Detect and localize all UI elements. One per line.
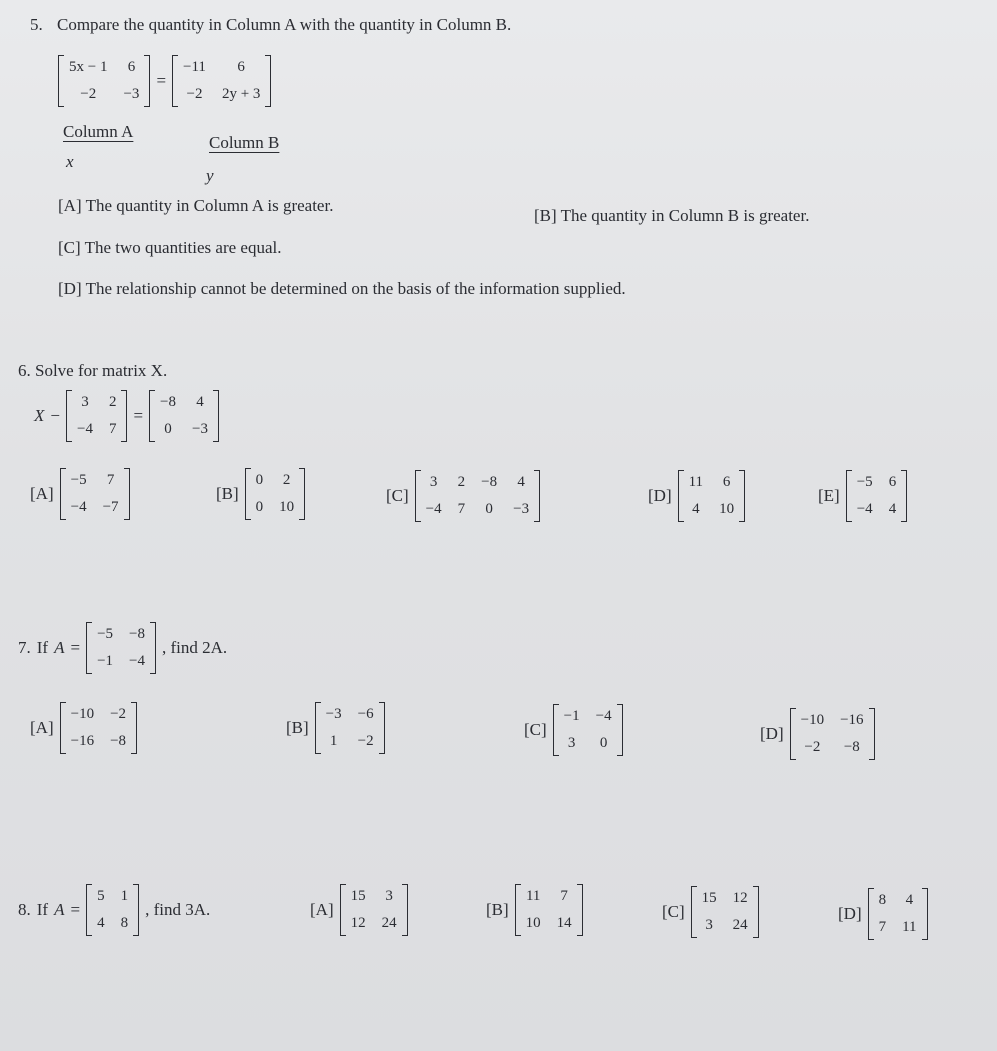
option-letter: [B]	[486, 900, 509, 919]
option-letter: [D]	[760, 724, 784, 743]
equals-sign: =	[70, 900, 81, 919]
q7-option-d[interactable]	[760, 708, 875, 760]
option-letter: [D]	[838, 904, 862, 923]
matrix-entry: −4	[70, 499, 87, 515]
matrix-entry: 3	[385, 888, 393, 904]
matrix-entry: 15	[701, 890, 717, 906]
matrix-entry: 0	[164, 421, 172, 437]
matrix-entry: 5x − 1	[69, 59, 108, 75]
matrix-entry: −4	[129, 653, 145, 669]
option-text: The quantity in Column B is greater.	[560, 206, 810, 225]
q8-if: If	[36, 900, 49, 919]
matrix-entry: −3	[192, 421, 208, 437]
right-bracket	[869, 708, 875, 760]
right-bracket	[144, 55, 150, 107]
matrix-entry: 2	[457, 474, 466, 490]
matrix-entry: −1	[563, 708, 580, 724]
matrix-entry: −4	[856, 501, 873, 517]
option-letter: [A]	[30, 718, 54, 737]
right-bracket	[213, 390, 219, 442]
matrix-entry: 0	[255, 472, 264, 488]
right-bracket	[133, 884, 139, 936]
matrix	[846, 470, 907, 522]
matrix-entry: 4	[888, 501, 897, 517]
matrix-entry: 5	[97, 888, 105, 904]
matrix-cells	[684, 470, 739, 522]
matrix-entry: 24	[381, 915, 397, 931]
matrix	[60, 702, 137, 754]
right-bracket	[150, 622, 156, 674]
matrix-entry: 4	[517, 474, 525, 490]
matrix-cells	[72, 390, 121, 442]
matrix-cells	[92, 622, 150, 674]
matrix	[415, 470, 540, 522]
right-bracket	[922, 888, 928, 940]
matrix	[58, 55, 150, 107]
equals-sign: =	[133, 406, 144, 425]
equals-sign: =	[156, 71, 167, 90]
matrix-entry: −10	[800, 712, 825, 728]
matrix-entry: 10	[525, 915, 541, 931]
matrix-entry: −7	[102, 499, 119, 515]
matrix-entry: 2y + 3	[221, 86, 261, 102]
matrix-cells	[66, 468, 124, 520]
q5-number: 5.	[30, 15, 43, 34]
matrix-entry: −2	[357, 733, 374, 749]
matrix-entry: 11	[525, 888, 541, 904]
q8-option-d[interactable]	[838, 888, 928, 940]
matrix-entry: −5	[856, 474, 873, 490]
q8-option-c[interactable]	[662, 886, 759, 938]
matrix-entry: 11	[688, 474, 704, 490]
q7-option-c[interactable]	[524, 704, 623, 756]
matrix-entry: 4	[196, 394, 204, 410]
matrix-entry: −10	[70, 706, 95, 722]
q7-if: If	[36, 638, 49, 657]
matrix-entry: 7	[878, 919, 887, 935]
matrix-entry: 10	[719, 501, 735, 517]
option-letter: [C]	[58, 238, 81, 257]
matrix	[678, 470, 745, 522]
right-bracket	[577, 884, 583, 936]
option-letter: [D]	[58, 279, 82, 298]
matrix-entry: 1	[120, 888, 129, 904]
matrix-entry: −5	[97, 626, 114, 642]
q7-option-b[interactable]	[286, 702, 385, 754]
matrix-entry: 4	[905, 892, 914, 908]
column-a-value: x	[66, 152, 74, 171]
matrix-cells	[66, 702, 131, 754]
right-bracket	[299, 468, 305, 520]
q7-number: 7.	[18, 638, 31, 657]
q6-equation	[34, 390, 219, 442]
q5-equation	[58, 55, 271, 107]
matrix-entry: −6	[357, 706, 374, 722]
matrix-cells	[346, 884, 402, 936]
matrix	[691, 886, 759, 938]
right-bracket	[739, 470, 745, 522]
q7-option-a[interactable]	[30, 702, 137, 754]
right-bracket	[617, 704, 623, 756]
right-bracket	[901, 470, 907, 522]
right-bracket	[402, 884, 408, 936]
q7-prompt-line	[18, 622, 227, 674]
column-a-label: Column A	[63, 122, 134, 141]
matrix-entry: 4	[97, 915, 105, 931]
q5-option-b[interactable]	[534, 206, 809, 226]
matrix-entry: 0	[255, 499, 264, 515]
matrix	[553, 704, 623, 756]
matrix-entry: 8	[120, 915, 129, 931]
option-text: The two quantities are equal.	[84, 238, 282, 257]
matrix-entry: 8	[878, 892, 887, 908]
matrix-entry: 6	[237, 59, 245, 75]
matrix-cells	[155, 390, 213, 442]
q5-option-c[interactable]	[58, 238, 281, 258]
matrix-entry: 2	[108, 394, 117, 410]
option-text: The quantity in Column A is greater.	[85, 196, 334, 215]
matrix-entry: 7	[108, 421, 117, 437]
matrix	[66, 390, 127, 442]
option-letter: [C]	[524, 720, 547, 739]
option-letter: [E]	[818, 486, 840, 505]
q6-option-d[interactable]	[648, 470, 745, 522]
option-letter: [D]	[648, 486, 672, 505]
matrix-entry: −5	[70, 472, 87, 488]
q6-number: 6.	[18, 361, 31, 380]
q6-option-a[interactable]	[30, 468, 130, 520]
matrix-entry: −2	[110, 706, 127, 722]
matrix-cells	[874, 888, 922, 940]
q6-option-e[interactable]	[818, 470, 907, 522]
matrix-entry: 2	[282, 472, 291, 488]
matrix-entry: 1	[329, 733, 338, 749]
q6-prompt-line	[18, 361, 167, 381]
matrix-entry: −3	[325, 706, 342, 722]
matrix-entry: −8	[129, 626, 145, 642]
matrix-entry: 7	[457, 501, 466, 517]
option-letter: [B]	[534, 206, 557, 225]
matrix-cells	[559, 704, 617, 756]
variable-a: A	[54, 900, 65, 919]
option-letter: [A]	[310, 900, 334, 919]
matrix-entry: 14	[556, 915, 572, 931]
matrix	[86, 884, 139, 936]
minus-sign: −	[50, 406, 60, 425]
option-letter: [A]	[58, 196, 82, 215]
option-letter: [B]	[216, 484, 239, 503]
matrix-cells	[321, 702, 379, 754]
matrix-entry: 0	[485, 501, 493, 517]
matrix-entry: −4	[595, 708, 612, 724]
q6-option-b[interactable]	[216, 468, 305, 520]
matrix-entry: 0	[599, 735, 608, 751]
matrix-cells	[796, 708, 869, 760]
matrix-cells	[697, 886, 753, 938]
matrix-cells	[178, 55, 265, 107]
matrix-cells	[521, 884, 577, 936]
matrix	[86, 622, 156, 674]
matrix-entry: −8	[160, 394, 177, 410]
matrix-entry: 6	[127, 59, 136, 75]
option-letter: [C]	[662, 902, 685, 921]
matrix	[790, 708, 875, 760]
matrix-entry: 3	[567, 735, 576, 751]
matrix-entry: 7	[560, 888, 568, 904]
column-b-value: y	[206, 166, 214, 185]
matrix-entry: −4	[425, 501, 442, 517]
matrix-entry: −8	[843, 739, 860, 755]
right-bracket	[534, 470, 540, 522]
q8-option-a[interactable]	[310, 884, 408, 936]
right-bracket	[379, 702, 385, 754]
matrix-cells	[92, 884, 133, 936]
equals-sign: =	[70, 638, 81, 657]
q5-prompt-line	[30, 15, 511, 35]
right-bracket	[121, 390, 127, 442]
matrix	[315, 702, 385, 754]
q6-prompt: Solve for matrix X.	[35, 361, 168, 380]
matrix-entry: −3	[513, 501, 530, 517]
q5-prompt: Compare the quantity in Column A with the quantity in Column B.	[57, 15, 512, 34]
matrix-entry: −8	[110, 733, 127, 749]
matrix-cells	[852, 470, 901, 522]
option-letter: [C]	[386, 486, 409, 505]
q8-prompt-line	[18, 884, 210, 936]
q7-tail: , find 2A.	[162, 638, 228, 657]
matrix-cells	[64, 55, 144, 107]
matrix-entry: −16	[840, 712, 864, 728]
option-letter: [B]	[286, 718, 309, 737]
option-text: The relationship cannot be determined on the basis of the information supplied.	[85, 279, 626, 298]
variable-a: A	[54, 638, 65, 657]
matrix-entry: −11	[183, 59, 206, 75]
q6-option-c[interactable]	[386, 470, 540, 522]
matrix	[172, 55, 271, 107]
matrix-entry: −16	[70, 733, 95, 749]
matrix-entry: −3	[123, 86, 140, 102]
q8-option-b[interactable]	[486, 884, 583, 936]
variable-x: X	[34, 406, 45, 425]
matrix-entry: 11	[902, 919, 917, 935]
column-b-label: Column B	[209, 133, 280, 152]
option-letter: [A]	[30, 484, 54, 503]
matrix-entry: −4	[76, 421, 93, 437]
q8-number: 8.	[18, 900, 31, 919]
matrix	[60, 468, 130, 520]
right-bracket	[753, 886, 759, 938]
matrix	[245, 468, 306, 520]
matrix-entry: −2	[80, 86, 97, 102]
matrix-entry: 6	[888, 474, 897, 490]
matrix-entry: −2	[186, 86, 203, 102]
q5-option-a[interactable]	[58, 196, 333, 216]
matrix-entry: 12	[732, 890, 748, 906]
matrix-entry: 7	[106, 472, 115, 488]
matrix-entry: 3	[81, 394, 89, 410]
matrix-entry: 10	[279, 499, 295, 515]
matrix-entry: 6	[722, 474, 731, 490]
matrix	[149, 390, 219, 442]
matrix-entry: 15	[350, 888, 366, 904]
matrix-cells	[421, 470, 534, 522]
right-bracket	[131, 702, 137, 754]
matrix-entry: 24	[732, 917, 748, 933]
matrix-entry: −8	[481, 474, 498, 490]
right-bracket	[124, 468, 130, 520]
matrix	[340, 884, 408, 936]
q5-option-d[interactable]	[58, 279, 626, 299]
matrix-entry: −2	[804, 739, 821, 755]
right-bracket	[265, 55, 271, 107]
matrix-entry: 3	[705, 917, 713, 933]
matrix-entry: −1	[97, 653, 114, 669]
matrix	[868, 888, 928, 940]
q8-tail: , find 3A.	[145, 900, 211, 919]
matrix-cells	[251, 468, 300, 520]
matrix-entry: 12	[350, 915, 366, 931]
matrix	[515, 884, 583, 936]
matrix-entry: 3	[429, 474, 438, 490]
matrix-entry: 4	[692, 501, 700, 517]
